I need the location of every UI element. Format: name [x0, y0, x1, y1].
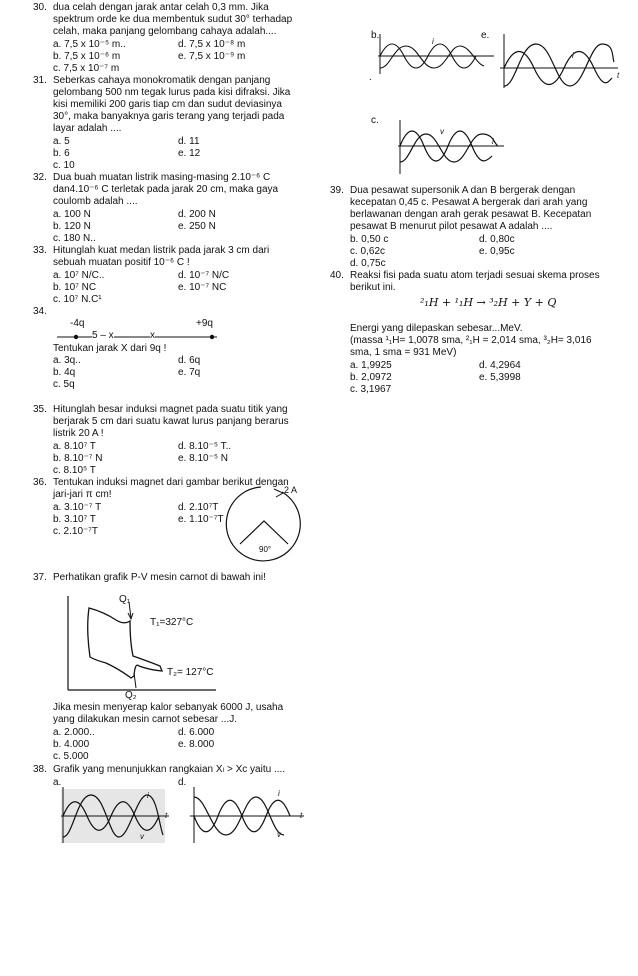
option-b[interactable]: b. 6 — [53, 148, 70, 159]
distance-left-label: 5 – x — [92, 330, 114, 341]
option-a[interactable]: a. — [53, 777, 62, 788]
question-text: Hitunglah besar induksi magnet pada suatu titik yang — [53, 404, 288, 415]
option-c[interactable]: c. 5q — [53, 379, 75, 390]
option-d[interactable]: d. 6q — [178, 355, 201, 366]
wave-graph-e[interactable] — [498, 32, 624, 90]
option-d-extra[interactable]: d. 0,75c — [350, 258, 386, 269]
current-label: 2 A — [284, 485, 298, 495]
option-d[interactable]: d. 2.10⁷T — [178, 502, 219, 513]
question-number: 34. — [33, 306, 47, 317]
option-c[interactable]: c. 180 N.. — [53, 233, 96, 244]
wave-label-i: i — [572, 51, 574, 60]
option-a[interactable]: a. 7,5 x 10⁻⁵ m.. — [53, 39, 126, 50]
question-text: Reaksi fisi pada suatu atom terjadi sesuai skema proses — [350, 270, 600, 281]
option-a[interactable]: a. 1,9925 — [350, 360, 392, 371]
question-text: sma, 1 sma = 931 MeV) — [350, 347, 457, 358]
option-e[interactable]: e. 1.10⁻⁷T — [178, 514, 224, 525]
wave-label-v: v — [140, 832, 144, 841]
option-c[interactable]: c. 5.000 — [53, 751, 89, 762]
wave-label-i: i — [278, 789, 280, 798]
option-d[interactable]: d. 7,5 x 10⁻⁸ m — [178, 39, 246, 50]
question-text: berjarak 5 cm dari suatu kawat lurus panjang berarus — [53, 416, 289, 427]
option-c[interactable]: c. 10⁷ N.C¹ — [53, 294, 102, 305]
option-e[interactable]: e. 5,3998 — [479, 372, 521, 383]
question-text: coulomb adalah .... — [53, 196, 138, 207]
wave-label-v: v — [277, 830, 281, 839]
wave-label-t: t — [165, 811, 168, 820]
option-e[interactable]: e. 10⁻⁷ NC — [178, 282, 227, 293]
option-d[interactable]: d. 6.000 — [178, 727, 215, 738]
option-b[interactable]: b. 7,5 x 10⁻⁶ m — [53, 51, 121, 62]
question-text: celah, maka panjang gelombang cahaya adalah.... — [53, 26, 277, 37]
question-text: gelombang 500 nm tegak lurus pada kisi difraksi. Jika — [53, 87, 291, 98]
t1-label: T₁=327°C — [150, 617, 194, 628]
question-text: Dua pesawat supersonik A dan B bergerak dengan — [350, 185, 576, 196]
question-number: 32. — [33, 172, 47, 183]
option-e[interactable]: e. — [481, 30, 490, 41]
t2-label: T₂= 127°C — [167, 667, 214, 678]
question-text: Tentukan jarak X dari 9q ! — [53, 343, 167, 354]
question-text: Energi yang dilepaskan sebesar...MeV. — [350, 323, 523, 334]
question-number: 39. — [330, 185, 344, 196]
question-text: Jika mesin menyerap kalor sebanyak 6000 J, usaha — [53, 702, 284, 713]
distance-right-label: x — [150, 330, 155, 341]
question-number: 38. — [33, 764, 47, 775]
option-d[interactable]: d. 0,80c — [479, 234, 515, 245]
q1-label: Q₁ — [119, 594, 131, 605]
option-c[interactable]: c. 10 — [53, 160, 75, 171]
option-c[interactable]: c. 3,1967 — [350, 384, 392, 395]
option-c[interactable]: c. 0,62c — [350, 246, 386, 257]
option-d[interactable]: d. 4,2964 — [479, 360, 521, 371]
option-e[interactable]: e. 8.000 — [178, 739, 215, 750]
option-d[interactable]: d. 200 N — [178, 209, 216, 220]
option-e[interactable]: e. 250 N — [178, 221, 216, 232]
question-text: spektrum orde ke dua membentuk sudut 30° terhadap — [53, 14, 293, 25]
wave-graph-b[interactable] — [376, 32, 496, 76]
question-text: Seberkas cahaya monokromatik dengan panjang — [53, 75, 271, 86]
fission-equation: ²₁H + ¹₁H → ³₂H + Y + Q — [420, 296, 557, 309]
option-b[interactable]: b. — [371, 30, 380, 41]
question-number: 30. — [33, 2, 47, 13]
question-text: dua celah dengan jarak antar celah 0,3 mm. Jika — [53, 2, 269, 13]
question-text: Dua buah muatan listrik masing-masing 2.10⁻⁶ C — [53, 172, 271, 183]
question-text: Grafik yang menunjukkan rangkaian Xₗ > Xᴄ yaitu .... — [53, 764, 286, 775]
option-b[interactable]: b. 0,50 c — [350, 234, 389, 245]
question-text: Tentukan induksi magnet dari gambar berikut dengan — [53, 477, 289, 488]
option-a[interactable]: a. 2.000.. — [53, 727, 95, 738]
question-text: listrik 20 A ! — [53, 428, 104, 439]
option-e[interactable]: e. 0,95c — [479, 246, 515, 257]
option-a[interactable]: a. 100 N — [53, 209, 91, 220]
option-c[interactable]: c. — [371, 115, 379, 126]
option-a[interactable]: a. 8.10⁷ T — [53, 441, 96, 452]
question-text: layar adalah .... — [53, 123, 122, 134]
question-number: 31. — [33, 75, 47, 86]
option-e[interactable]: e. 7,5 x 10⁻⁹ m — [178, 51, 246, 62]
option-b[interactable]: b. 4.000 — [53, 739, 90, 750]
question-number: 36. — [33, 477, 47, 488]
question-text: Perhatikan grafik P-V mesin carnot di bawah ini! — [53, 572, 266, 583]
wave-label-i: i — [147, 791, 149, 800]
question-text: Hitunglah kuat medan listrik pada jarak 3 cm dari — [53, 245, 270, 256]
angle-label: 90° — [259, 545, 272, 554]
question-text: 30°, maka banyaknya garis terang yang terjadi pada — [53, 111, 285, 122]
option-c[interactable]: c. 2.10⁻⁷T — [53, 526, 99, 537]
charge-line-diagram — [55, 330, 225, 344]
option-a[interactable]: a. 3q.. — [53, 355, 81, 366]
question-text: yang dilakukan mesin carnot sebesar ...J. — [53, 714, 237, 725]
option-d[interactable]: d. 8.10⁻⁵ T.. — [178, 441, 232, 452]
wave-label-t: t — [300, 811, 303, 820]
option-a[interactable]: a. 10⁷ N/C.. — [53, 270, 105, 281]
charge-left-label: -4q — [70, 318, 85, 329]
charge-right-label: +9q — [196, 318, 213, 329]
question-text: kisi memiliki 200 garis tiap cm dan sudut deviasinya — [53, 99, 282, 110]
option-b[interactable]: b. 2,0972 — [350, 372, 392, 383]
question-text: (massa ¹₁H= 1,0078 sma, ²₁H = 2,014 sma, ³₂H= 3,016 — [350, 335, 592, 346]
question-text: berikut ini. — [350, 282, 396, 293]
question-number: 35. — [33, 404, 47, 415]
wave-graph-a[interactable] — [55, 785, 175, 845]
option-b[interactable]: b. 4q — [53, 367, 76, 378]
question-text: jari-jari π cm! — [53, 489, 112, 500]
wave-graph-c[interactable] — [396, 118, 506, 176]
question-text: sebuah muatan positif 10⁻⁶ C ! — [53, 257, 190, 268]
option-a[interactable]: a. 5 — [53, 136, 70, 147]
question-number: 37. — [33, 572, 47, 583]
option-b[interactable]: b. 3.10⁷ T — [53, 514, 96, 525]
option-b[interactable]: b. 8.10⁻⁷ N — [53, 453, 103, 464]
option-a[interactable]: a. 3.10⁻⁷ T — [53, 502, 102, 513]
option-c[interactable]: c. 7,5 x 10⁻⁷ m — [53, 63, 120, 74]
question-text: berlawanan dengan arah gerak pesawat B. Kecepatan — [350, 209, 592, 220]
wave-graph-d[interactable] — [180, 785, 310, 845]
stray-dot: . — [369, 72, 372, 83]
option-e[interactable]: e. 8.10⁻⁵ N — [178, 453, 229, 464]
wave-label-t: t — [617, 71, 620, 80]
option-d[interactable]: d. 10⁻⁷ N/C — [178, 270, 230, 281]
question-text: dan4.10⁻⁶ C terletak pada jarak 20 cm, maka gaya — [53, 184, 279, 195]
question-number: 33. — [33, 245, 47, 256]
option-d[interactable]: d. — [178, 777, 187, 788]
option-e[interactable]: e. 7q — [178, 367, 201, 378]
option-c[interactable]: c. 8.10⁵ T — [53, 465, 96, 476]
option-e[interactable]: e. 12 — [178, 148, 201, 159]
option-b[interactable]: b. 120 N — [53, 221, 91, 232]
question-text: pesawat B menurut pilot pesawat A adalah .... — [350, 221, 553, 232]
wave-label-v: v — [440, 127, 444, 136]
option-d[interactable]: d. 11 — [178, 136, 200, 147]
carnot-pv-graph — [58, 594, 218, 694]
question-text: kecepatan 0,45 c. Pesawat A bergerak dari arah yang — [350, 197, 588, 208]
wave-label-i: i — [492, 137, 494, 146]
wave-label-i: i — [432, 37, 434, 46]
question-number: 40. — [330, 270, 344, 281]
q2-label: Q₂ — [125, 690, 137, 701]
option-b[interactable]: b. 10⁷ NC — [53, 282, 97, 293]
